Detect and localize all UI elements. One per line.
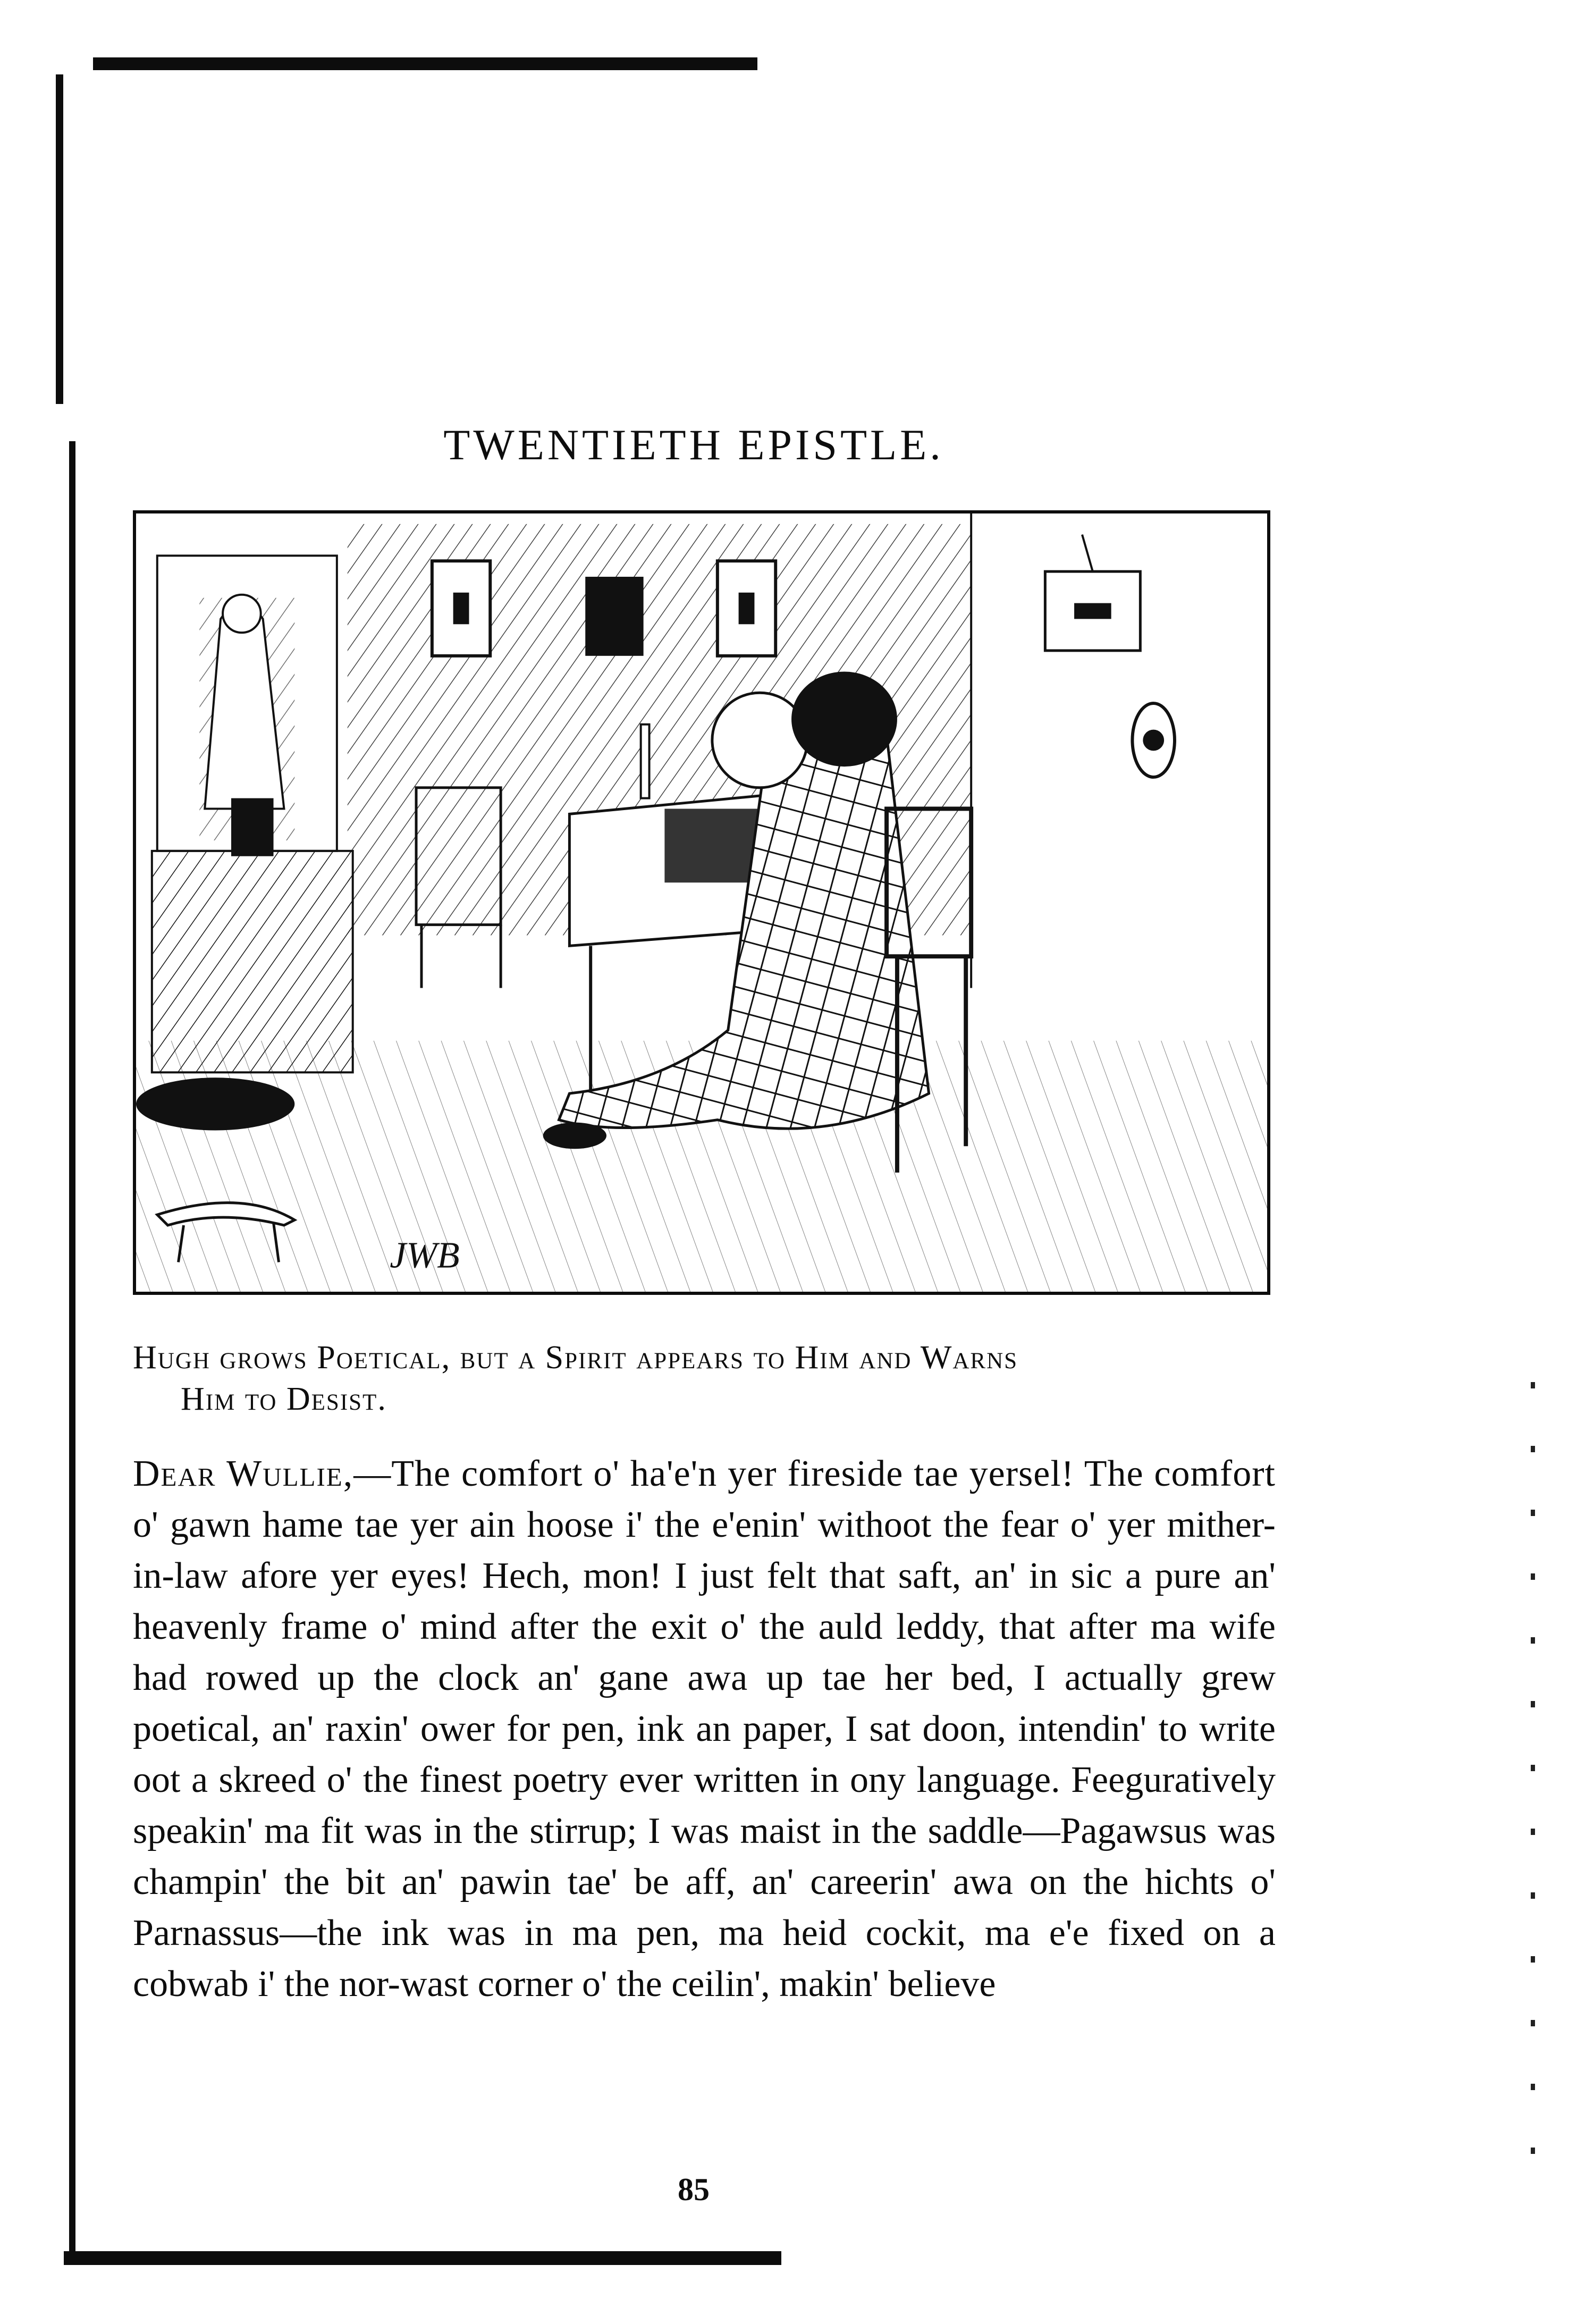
epistle-body bbox=[133, 1449, 1276, 2010]
left-margin-line bbox=[56, 74, 63, 404]
illustration bbox=[133, 510, 1270, 1295]
caption-line-2: Him to Desist. bbox=[181, 1381, 387, 1417]
salutation: Dear Wullie, bbox=[133, 1453, 354, 1494]
top-border-rule bbox=[93, 57, 757, 70]
epistle-title: TWENTIETH EPISTLE. bbox=[443, 420, 944, 469]
illustration-drawing bbox=[136, 513, 1267, 1292]
left-margin-line-lower bbox=[69, 441, 75, 2259]
right-edge-specks bbox=[1531, 1382, 1535, 2179]
illustration-signature: JWB bbox=[390, 1235, 460, 1276]
body-paragraph: —The comfort o' ha'e'n yer fireside tae yersel! The comfort o' gawn hame tae yer ain hoose i' the e'enin' withoot the fear o' yer mither-in-law afore yer eyes! Hech, mon! I just felt that saft, an' in sic a pure an' heavenly frame o' mind after the exit o' the auld leddy, that after ma wife had rowed up the clock an' gane awa up tae her bed, I actually grew poetical, an' raxin' ower for pen, ink an paper, I sat doon, intendin' to write oot a skreed o' the finest poetry ever written in ony language. Feeguratively speakin' ma fit was in the stirrup; I was maist in the saddle—Pagawsus was champin' the bit an' pawin tae' be aff, an' careerin' awa on the hichts o' Parnassus—the ink was in ma pen, ma heid cockit, ma e'e fixed on a cobwab i' the nor-wast corner o' the ceilin', makin' believe bbox=[133, 1453, 1276, 2005]
page-number: 85 bbox=[678, 2172, 710, 2207]
bottom-border-rule bbox=[64, 2251, 781, 2265]
illustration-caption bbox=[133, 1337, 1276, 1420]
caption-line-1: Hugh grows Poetical, but a Spirit appears to Him and Warns bbox=[133, 1340, 1018, 1376]
